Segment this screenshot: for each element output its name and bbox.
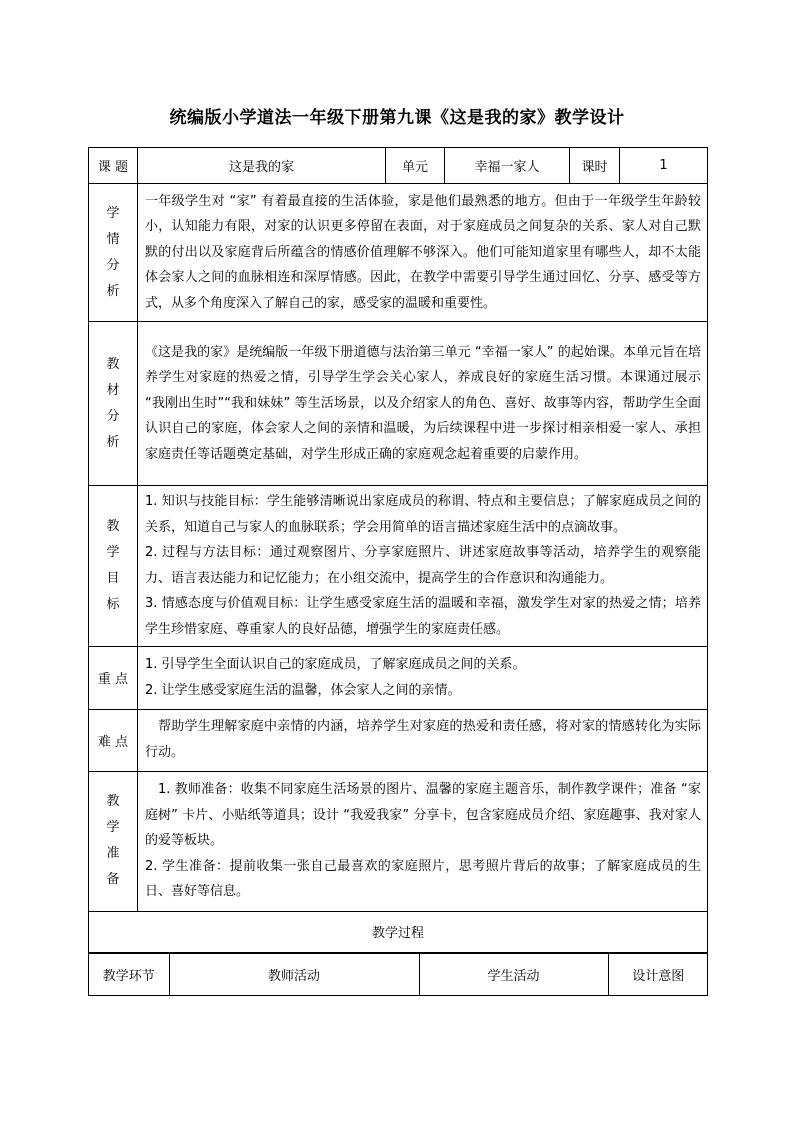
material-analysis-label-line1: 教材	[106, 356, 129, 398]
difficulties-content	[138, 709, 708, 771]
student-analysis-row	[89, 184, 708, 322]
student-analysis-label-line2: 分析	[106, 257, 129, 299]
student-analysis-content	[138, 184, 708, 322]
process-columns-row	[89, 952, 708, 995]
teaching-goals-row	[89, 486, 708, 647]
student-analysis-label-line1: 学情	[106, 205, 129, 247]
material-analysis-content	[138, 322, 708, 486]
header-row	[89, 148, 708, 184]
document-title: 统编版小学道法一年级下册第九课《这是我的家》教学设计	[169, 108, 625, 128]
process-columns-cell	[89, 952, 708, 995]
preparation-row	[89, 771, 708, 911]
key-points-label: 重 点	[89, 646, 138, 709]
teaching-goals-content	[138, 486, 708, 647]
teaching-goal-item: 1. 知识与技能目标：学生能够清晰说出家庭成员的称谓、特点和主要信息；了解家庭成员之间的关系，知道自己与家人的血脉联系；学会用简单的语言描述家庭生活中的点滴故事。	[145, 494, 701, 535]
preparation-item: 1. 教师准备：收集不同家庭生活场景的图片、温馨的家庭主题音乐，制作教学课件；准备 “家庭树” 卡片、小贴纸等道具；设计 “我爱我家” 分享卡，包含家庭成员介绍、家庭趣事、我对家人的爱等板块。	[145, 782, 701, 849]
teaching-goals-label-line2: 目标	[106, 570, 129, 612]
lesson-plan-table	[88, 147, 708, 996]
teaching-goals-label-line1: 教学	[106, 518, 129, 560]
preparation-label-line1: 教学	[106, 794, 129, 836]
process-column-student: 学生活动	[419, 953, 608, 995]
teaching-goals-label	[89, 486, 138, 647]
process-title: 教学过程	[89, 911, 708, 952]
hours-value: 1	[620, 148, 708, 184]
preparation-item: 2. 学生准备：提前收集一张自己最喜欢的家庭照片，思考照片背后的故事；了解家庭成员的生日、喜好等信息。	[145, 858, 701, 900]
teaching-goal-item: 2. 过程与方法目标：通过观察图片、分享家庭照片、讲述家庭故事等活动，培养学生的观察能力、语言表达能力和记忆能力；在小组交流中，提高学生的合作意识和沟通能力。	[145, 545, 701, 586]
difficulties-row	[89, 709, 708, 771]
difficulties-text: 帮助学生理解家庭中亲情的内涵，培养学生对家庭的热爱和责任感，将对家的情感转化为实际行动。	[145, 719, 701, 761]
process-column-stage: 教学环节	[89, 953, 169, 995]
material-analysis-row	[89, 322, 708, 486]
topic-value: 这是我的家	[138, 148, 386, 184]
teaching-goal-item: 3. 情感态度与价值观目标：让学生感受家庭生活的温暖和幸福，激发学生对家的热爱之情；培养学生珍惜家庭、尊重家人的良好品德，增强学生的家庭责任感。	[145, 596, 701, 637]
hours-label: 课时	[570, 148, 620, 184]
process-columns-table	[89, 953, 708, 995]
material-analysis-text: 《这是我的家》是统编版一年级下册道德与法治第三单元 “幸福一家人” 的起始课。本单元旨在培养学生对家庭的热爱之情，引导学生学会关心家人，养成良好的家庭生活习惯。本课通过展示 “我刚出生时”“我和妹妹” 等生活场景，以及介绍家人的角色、喜好、故事等内容，帮助学生全面认识自己的家庭，体会家人之间的亲情和温暖，为后续课程中进一步探讨相亲相爱一家人、承担家庭责任等话题奠定基础，对学生形成正确的家庭观念起着重要的启蒙作用。	[145, 344, 701, 462]
unit-label: 单元	[386, 148, 445, 184]
process-column-teacher: 教师活动	[169, 953, 419, 995]
student-analysis-label	[89, 184, 138, 322]
material-analysis-label-line2: 分析	[106, 408, 129, 450]
key-points-row	[89, 646, 708, 709]
process-title-row	[89, 911, 708, 952]
difficulties-label: 难 点	[89, 709, 138, 771]
preparation-label	[89, 771, 138, 911]
preparation-content	[138, 771, 708, 911]
process-column-intent: 设计意图	[608, 953, 708, 995]
key-point-item: 1. 引导学生全面认识自己的家庭成员，了解家庭成员之间的关系。	[145, 656, 526, 672]
topic-label: 课 题	[89, 148, 138, 184]
key-point-item: 2. 让学生感受家庭生活的温馨，体会家人之间的亲情。	[145, 682, 461, 698]
unit-value: 幸福一家人	[445, 148, 570, 184]
material-analysis-label	[89, 322, 138, 486]
preparation-label-line2: 准备	[106, 846, 129, 888]
key-points-content	[138, 646, 708, 709]
student-analysis-text: 一年级学生对 “家” 有着最直接的生活体验，家是他们最熟悉的地方。但由于一年级学生年龄较小，认知能力有限，对家的认识更多停留在表面，对于家庭成员之间复杂的关系、家人对自己默默的付出以及家庭背后所蕴含的情感价值理解不够深入。他们可能知道家里有哪些人，却不太能体会家人之间的血脉相连和深厚情感。因此，在教学中需要引导学生通过回忆、分享、感受等方式，从多个角度深入了解自己的家，感受家的温暖和重要性。	[145, 193, 701, 311]
